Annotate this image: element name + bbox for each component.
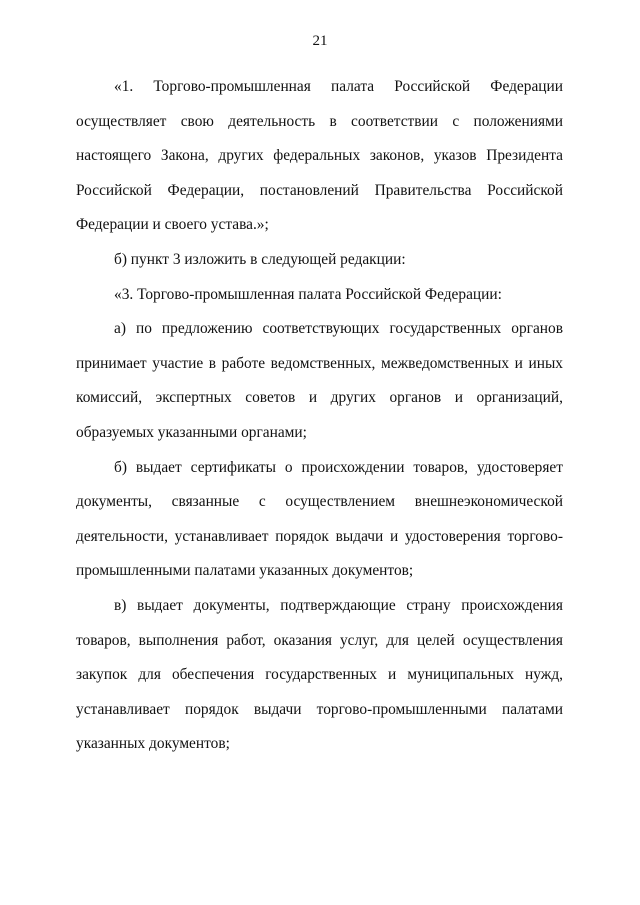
paragraph-3 xyxy=(76,278,563,313)
text-line: «3. Торгово-промышленная палата Российской Федерации: xyxy=(114,285,502,303)
text-line: товаров, выполнения работ, оказания услуг, для целей осуществления xyxy=(76,631,563,649)
paragraph-2 xyxy=(76,243,563,278)
text-line: б) выдает сертификаты о происхождении товаров, удостоверяет xyxy=(114,458,563,476)
text-line: деятельности, устанавливает порядок выдачи и удостоверения торгово- xyxy=(76,527,563,545)
text-line: документы, связанные с осуществлением внешнеэкономической xyxy=(76,493,563,511)
text-line: Российской Федерации, постановлений Правительства Российской xyxy=(76,181,563,199)
page-number: 21 xyxy=(312,33,328,49)
text-line: закупок для обеспечения государственных и муниципальных нужд, xyxy=(76,666,563,684)
text-line: комиссий, экспертных советов и других органов и организаций, xyxy=(76,389,563,407)
text-line: б) пункт 3 изложить в следующей редакции: xyxy=(114,250,406,268)
text-line: образуемых указанными органами; xyxy=(76,423,307,441)
text-line: осуществляет свою деятельность в соответствии с положениями xyxy=(76,112,563,130)
text-line: принимает участие в работе ведомственных, межведомственных и иных xyxy=(76,354,563,372)
document-body xyxy=(76,70,563,762)
text-line: в) выдает документы, подтверждающие страну происхождения xyxy=(114,596,563,614)
text-line: «1. Торгово-промышленная палата Российской Федерации xyxy=(114,78,563,95)
paragraph-6 xyxy=(76,589,563,762)
text-line: Федерации и своего устава.»; xyxy=(76,216,269,234)
text-line: настоящего Закона, других федеральных законов, указов Президента xyxy=(76,147,563,165)
paragraph-5 xyxy=(76,451,563,589)
paragraph-4 xyxy=(76,312,563,450)
paragraph-1 xyxy=(76,70,563,243)
text-line: промышленными палатами указанных документов; xyxy=(76,562,414,580)
text-line: устанавливает порядок выдачи торгово-промышленными палатами xyxy=(76,700,563,718)
text-line: указанных документов; xyxy=(76,735,230,753)
text-line: а) по предложению соответствующих государственных органов xyxy=(114,320,563,338)
